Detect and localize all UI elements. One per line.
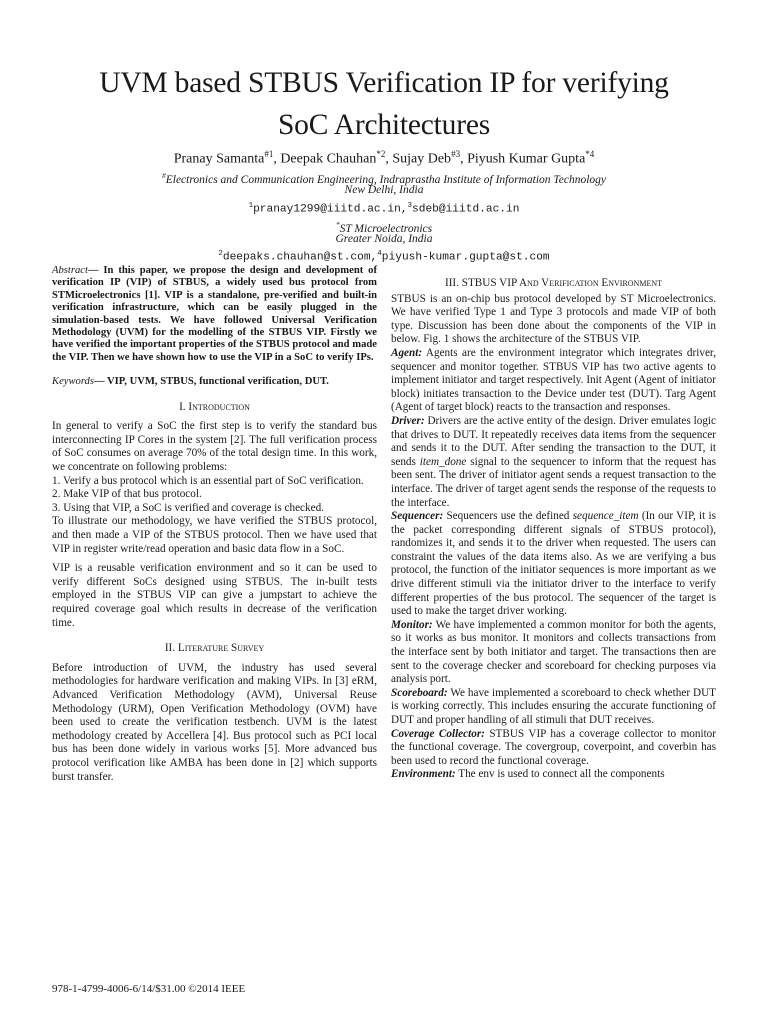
affiliation-2-emails: $^2$deepaks.chauhan@st.com,$^4$piyush-kumar.gupta@st.com bbox=[218, 250, 550, 264]
affiliation-2-company: *ST Microelectronics bbox=[335, 220, 433, 235]
list-item: 2. Make VIP of that bus protocol. bbox=[52, 488, 202, 501]
copyright-footer: 978-1-4799-4006-6/14/$31.00 ©2014 IEEE bbox=[52, 983, 246, 995]
keywords-text: VIP, UVM, STBUS, functional verification, DUT. bbox=[104, 376, 329, 388]
author-mark: *4 bbox=[585, 149, 595, 159]
term-coverage-collector: Coverage Collector: bbox=[391, 727, 485, 740]
component-driver: Driver: Drivers are the active entity of the design. Driver emulates logic that drives to DUT. It repeatedly receives data items from the sequencer and sends it to the DUT. After sending the transaction to the DUT, it sends item_done signal to the sequencer to inform that the request has been sent. The driver of initiator agent sends a request transaction to the interface. The driver of target agent sends the response of the requests to the interface. bbox=[391, 414, 716, 509]
abstract-label: Abstract bbox=[52, 265, 88, 276]
author-mark: #3 bbox=[451, 149, 461, 159]
abstract-text: In this paper, we propose the design and development of verification IP (VIP) of STBUS, a widely used bus protocol from STMicroelectronics [1]. VIP is a standalone, pre-verified and built-in verification infrastructure, which can be easily plugged in the simulation-based tests. We have followed Universal Verification Methodology (UVM) for the modelling of the STBUS VIP. Firstly we have verified the important properties of the STBUS protocol and made the VIP. Then we have shown how to use the VIP in a SoC to verify IPs. bbox=[52, 265, 377, 363]
term-agent: Agent: bbox=[391, 346, 423, 359]
author-mark: #1 bbox=[264, 149, 274, 159]
code-item-done: item_done bbox=[419, 455, 467, 468]
component-environment: Environment: The env is used to connect all the components bbox=[391, 768, 665, 781]
component-agent: Agent: Agents are the environment integrator which integrates driver, sequencer and monitor together. STBUS VIP has two active agents to implement initiator and target respectively. Init Agent (Agent of initiator block) initiates transaction to the Device under test (DUT). Targ Agent (Agent of target block) reacts to the transaction and responses. bbox=[391, 346, 716, 414]
email-link: sdeb@iiitd.ac.in bbox=[412, 203, 520, 216]
affiliation-1-institute: #Electronics and Communication Engineering, Indraprastha Institute of Information Technology bbox=[161, 171, 607, 186]
survey-paragraph: Before introduction of UVM, the industry has used several methodologies for hardware verification and making VIPs. In [3] eRM, Advanced Verification Methodology (AVM), Universal Reuse Methodology (URM), Open Verification Methodology (OVM) have been used to create the verification testbench. UVM is the latest methodology created by Accellera [4]. Bus protocol such as PCI local bus has been done widely in various works [5]. More advanced bus protocol verification like AMBA has been done in [2] which supports burst transfer. bbox=[52, 661, 377, 783]
email-link: deepaks.chauhan@st.com, bbox=[222, 251, 378, 264]
author-mark: *2 bbox=[376, 149, 386, 159]
author-name: Piyush Kumar Gupta bbox=[467, 151, 586, 167]
left-column bbox=[52, 265, 377, 784]
author-name: Pranay Samanta bbox=[173, 151, 265, 167]
component-scoreboard: Scoreboard: We have implemented a scoreboard to check whether DUT is working correctly. This includes ensuring the accurate functioning of DUT and proper handling of all stimuli that DUT receives. bbox=[391, 686, 716, 726]
author-name: Deepak Chauhan bbox=[280, 151, 377, 167]
author-name: Sujay Deb bbox=[392, 151, 452, 167]
abstract: Abstract— In this paper, we propose the design and development of verification IP (VIP) of STBUS, a widely used bus protocol from STMicroelectronics [1]. VIP is a standalone, pre-verified and built-in verification infrastructure, which can be easily plugged in the simulation-based tests. We have followed Universal Verification Methodology (UVM) for the modelling of the STBUS VIP. Firstly we have verified the important properties of the STBUS protocol and made the VIP. Then we have shown how to use the VIP in a SoC to verify IPs. bbox=[52, 265, 377, 363]
term-environment: Environment: bbox=[391, 768, 456, 781]
term-driver: Driver: bbox=[391, 414, 425, 427]
section-heading-literature-survey: II. Literature Survey bbox=[164, 642, 265, 655]
keywords: Keywords— VIP, UVM, STBUS, functional verification, DUT. bbox=[52, 376, 329, 388]
component-monitor: Monitor: We have implemented a common monitor for both the agents, so it works as bus monitor. It monitors and collects transactions from the interface sent by both initiator and target. The transactions then are sent to the coverage checker and scoreboard for checking purposes via analysis port. bbox=[391, 618, 716, 686]
author-list: Pranay Samanta$^{\#1}$, Deepak Chauhan$^{*2}$, Sujay Deb$^{\#3}$, Piyush Kumar Gupta$^{*4}$ bbox=[173, 149, 595, 167]
intro-paragraph: In general to verify a SoC the first step is to verify the standard bus interconnecting IP Cores in the system [2]. The full verification process of SoC consumes on average 70% of the total design time. In this work, we concentrate on following problems: bbox=[52, 420, 377, 474]
intro-paragraph: VIP is a reusable verification environment and so it can be used to verify different SoCs designed using STBUS. The in-built tests employed in the STBUS VIP can give a jumpstart to achieve the required coverage goal which results in decrease of the verification time. bbox=[52, 562, 377, 629]
affiliation-2-location: Greater Noida, India bbox=[335, 233, 433, 245]
intro-paragraph: To illustrate our methodology, we have verified the STBUS protocol, and then made a VIP of the STBUS protocol. Then we have used that VIP in register write/read operation and basic data flow in a SoC. bbox=[52, 515, 377, 555]
paper-title-line-1: UVM based STBUS Verification IP for verifying bbox=[99, 67, 669, 99]
term-scoreboard: Scoreboard: bbox=[391, 686, 448, 699]
affiliation-1-emails: $^1$pranay1299@iiitd.ac.in,$^3$sdeb@iiitd.ac.in bbox=[248, 202, 520, 216]
env-paragraph: STBUS is an on-chip bus protocol developed by ST Microelectronics. We have verified Type 1 and Type 3 protocols and made VIP of both type. Discussion has been done about the components of the VIP in below. Fig. 1 shows the architecture of the STBUS VIP. bbox=[391, 292, 716, 346]
email-link: pranay1299@iiitd.ac.in, bbox=[253, 203, 408, 216]
affiliation-1-location: New Delhi, India bbox=[344, 184, 424, 196]
term-sequencer: Sequencer: bbox=[391, 510, 444, 523]
list-item: 1. Verify a bus protocol which is an essential part of SoC verification. bbox=[52, 474, 364, 487]
component-sequencer: Sequencer: Sequencers use the defined sequence_item (In our VIP, it is the packet corresponding different signals of STBUS protocol), randomizes it, and sends it to the driver when requested. The users can constraint the values of the data items also. As we are verifying a bus protocol, the function of the initiator sequences is more important as we drive different stimuli via the initiator driver to the interface to verify different properties of the bus protocol. The sequencer of the target is used to make the target driver working. bbox=[391, 510, 716, 618]
term-monitor: Monitor: bbox=[391, 618, 433, 631]
right-column bbox=[391, 265, 716, 782]
paper-title-line-2: SoC Architectures bbox=[277, 109, 491, 141]
keywords-label: Keywords bbox=[52, 376, 94, 388]
section-heading-verification-environment: III. STBUS VIP And Verification Environment bbox=[444, 277, 663, 289]
code-sequence-item: sequence_item bbox=[572, 510, 639, 523]
email-link: piyush-kumar.gupta@st.com bbox=[381, 251, 550, 264]
paper-title bbox=[40, 62, 728, 146]
problem-list bbox=[52, 475, 377, 516]
list-item: 3. Using that VIP, a SoC is verified and coverage is checked. bbox=[52, 501, 324, 514]
component-coverage-collector: Coverage Collector: STBUS VIP has a coverage collector to monitor the functional coverage. The covergroup, coverpoint, and coverbin has been used to record the functional coverage. bbox=[391, 727, 716, 767]
section-heading-introduction: I. Introduction bbox=[179, 400, 250, 413]
